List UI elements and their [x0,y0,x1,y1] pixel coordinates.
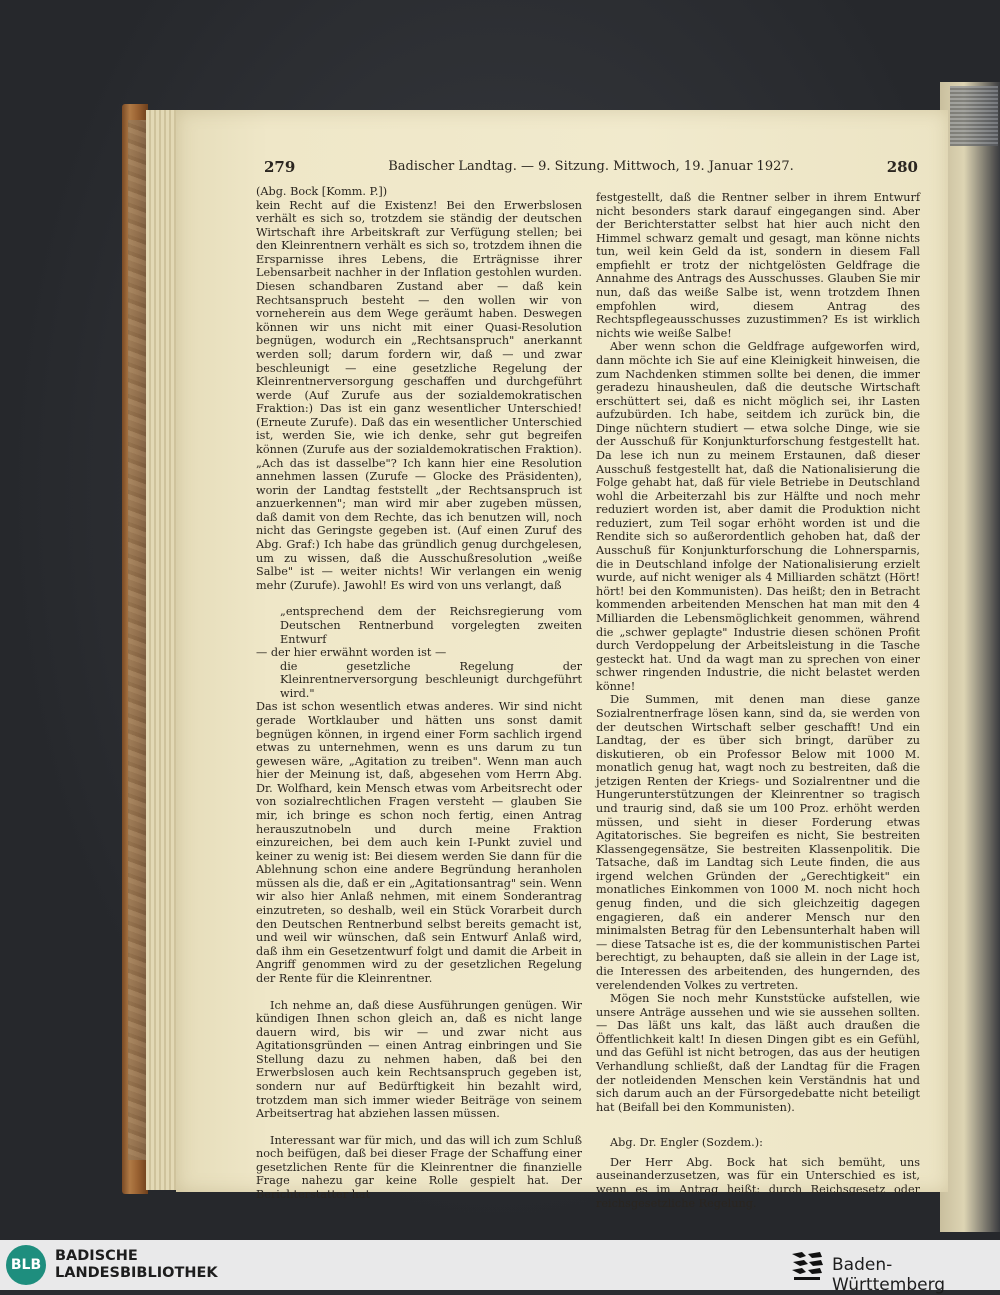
right-text-column [596,191,920,1210]
speaker-continuation: (Abg. Bock [Komm. P.]) [256,185,388,198]
speaker-heading: Abg. Dr. Engler (Sozdem.): [610,1136,763,1150]
quotation: die gesetzliche Regelung der Kleinrentnerversorgung beschleunigt durchgeführt wird." [280,659,582,700]
paragraph: Das ist schon wesentlich etwas anderes. Wir sind nicht gerade Wortklauber und hätten uns sonst damit begnügen können, in irgend einer Form sachlich irgend etwas zu unternehmen, wenn es uns darum zu tun gewesen wäre, „Agitation zu treiben". Wenn man auch hier der Meinung ist, daß, abgesehen vom Herrn Abg. Dr. Wolfhard, kein Mensch etwas vom Arbeitsrecht oder von sozialrechtlichen Fragen versteht — glauben Sie mir, ich bringe es schon noch fertig, einen Antrag herauszutnobeln und durch meine Fraktion einzureichen, bei dem auch kein I-Punkt zuviel und keiner zu wenig ist: Bei diesem werden Sie dann für die Ablehnung schon eine andere Begründung heranholen müssen als die, daß er ein „Agitationsantrag" sein. Wenn wir also hier Anlaß nehmen, mit einem Sonderantrag einzutreten, so deshalb, weil ein Stück Vorarbeit durch den Deutschen Rentnerbund selbst bereits gemacht ist, und weil wir wünschen, daß sein Entwurf Anlaß wird, daß ihm ein Gesetzentwurf folgt und damit die Arbeit in Angriff genommen wird zu der gesetzlichen Regelung der Rente für die Kleinrentner. [256,700,582,985]
left-text-column [256,185,582,1202]
library-name[interactable] [55,1248,218,1282]
blb-logo-badge[interactable]: BLB [6,1245,46,1285]
paragraph: Die Summen, mit denen man diese ganze Sozialrentnerfrage lösen kann, sind da, sie werden von der deutschen Wirtschaft selber geschafft! Und ein Landtag, der es über sich bringt, darüber zu diskutieren, ob ein Professor Below mit 1000 M. monatlich genug hat, wagt noch zu bestreiten, daß die jetzigen Renten der Kriegs- und Sozialrentner und die Hungerunterstützungen der Kleinrentner so tragisch und traurig sind, daß sie um 100 Proz. erhöht werden müssen, und sieht in dieser Forderung etwas Agitatorisches. Sie begreifen es nicht, Sie bestreiten Klassengegensätze, Sie bestreiten Klassenpolitik. Die Tatsache, daß im Landtag sich Leute finden, die aus irgend welchen Gründen der „Gerechtigkeit" ein monatliches Einkommen von 1000 M. noch nicht hoch genug finden, und die sich gleichzeitig dagegen engagieren, daß ein anderer Mensch nur den minimalsten Betrag für den Lebensunterhalt haben will — diese Tatsache ist es, die der kommunistischen Partei berechtigt, zu behaupten, daß sie allein in der Lage ist, die Interessen des arbeitenden, des hungernden, des verelendenden Volkes zu vertreten. [596,693,920,992]
book-spine-texture [950,86,998,146]
paragraph: kein Recht auf die Existenz! Bei den Erwerbslosen verhält es sich so, trotzdem sie ständig der deutschen Wirtschaft ihre Arbeitskraft zur Verfügung stellen; bei den Kleinrentnern verhält es sich so, trotzdem ihnen die Ersparnisse ihres Lebens, die Erträgnisse ihrer Lebensarbeit nachher in der Inflation gestohlen wurden. Diesen schandbaren Zustand aber — daß kein Rechtsanspruch besteht — den wollen wir von vorneherein aus dem Wege geräumt haben. Deswegen können wir uns nicht mit einer Quasi-Resolution begnügen, wodurch ein „Rechtsanspruch" anerkannt werden soll; darum fordern wir, daß — und zwar beschleunigt — eine gesetzliche Regelung der Kleinrentnerversorgung geschaffen und durchgeführt werde (Auf Zurufe aus der sozialdemokratischen Fraktion:) Das ist ein ganz wesentlicher Unterschied! (Erneute Zurufe). Daß das ein wesentlicher Unterschied ist, werden Sie, wie ich denke, sehr gut begreifen können (Zurufe aus der sozialdemokratischen Fraktion). „Ach das ist dasselbe"? Ich kann hier eine Resolution annehmen lassen (Zurufe — Glocke des Präsidenten), worin der Landtag feststellt „der Rechtsanspruch ist anzuerkennen"; man wird mir aber zugeben müssen, daß damit von dem Rechte, das ich benutzen will, noch nicht das Geringste gegeben ist. (Auf einen Zuruf des Abg. Graf:) Ich habe das gründlich genug durchgelesen, um zu wissen, daß die Ausschußresolution „weiße Salbe" ist — weiter nichts! Wir verlangen ein wenig mehr (Zurufe). Jawohl! Es wird von uns verlangt, daß [256,198,582,592]
paragraph: festgestellt, daß die Rentner selber in ihrem Entwurf nicht besonders stark darauf eingegangen sind. Aber der Berichterstatter selbst hat hier auch nicht den Himmel schwarz gemalt und gesagt, man könne nichts tun, weil kein Geld da ist, sondern in diesem Fall empfiehlt er trotz der nichtgelösten Geldfrage die Annahme des Antrags des Ausschusses. Glauben Sie mir nun, daß das weiße Salbe ist, wenn trotzdem Ihnen empfohlen wird, diesem Antrag des Rechtspflegeausschusses zuzustimmen? Es ist wirklich nichts wie weiße Salbe! [596,191,920,340]
paragraph: Ich nehme an, daß diese Ausführungen genügen. Wir kündigen Ihnen schon gleich an, daß es nicht lange dauern wird, bis wir — und zwar nicht aus Agitationsgründen — einen Antrag einbringen und Sie Stellung dazu zu nehmen haben, daß bei den Erwerbslosen auch kein Rechtsanspruch gegeben ist, sondern nur auf Bedürftigkeit hin bezahlt wird, trotzdem man sich immer wieder Beiträge von seinem Arbeitsertrag hat abziehen lassen müssen. [256,998,582,1121]
quotation-aside: — der hier erwähnt worden ist — [256,646,447,660]
quotation: „entsprechend dem der Reichsregierung vom Deutschen Rentnerbund vorgelegten zweiten Entwurf [280,605,582,646]
footer-bar [0,1240,1000,1295]
baden-wuerttemberg-lions-icon [790,1250,824,1282]
paragraph: Der Herr Abg. Bock hat sich bemüht, uns auseinanderzusetzen, was für ein Unterschied es ist, wenn es im Antrag heißt: durch Reichsgesetz oder reichsgesetzliche Regelung. [596,1155,920,1210]
library-name-line1: BADISCHE [55,1248,138,1264]
running-header [264,158,918,180]
book-spine-edge [940,82,1000,1232]
page-number-right: 280 [886,158,918,176]
paragraph: Interessant war für mich, und das will ich zum Schluß noch beifügen, daß bei dieser Frage der Schaffung einer gesetzlichen Rente für die Kleinrentner die finanzielle Frage nahezu gar keine Rolle gespielt hat. Der Berichterstatter hat [256,1133,582,1202]
paragraph: Aber wenn schon die Geldfrage aufgeworfen wird, dann möchte ich Sie auf eine Kleinigkeit hinweisen, die zum Nachdenken stimmen sollte bei denen, die immer geradezu hinausheulen, daß die deutsche Wirtschaft erschüttert sei, daß es nicht möglich sei, ihr Lasten aufzubürden. Ich habe, seitdem ich zurück bin, die Dinge nüchtern studiert — etwa solche Dinge, wie sie der Ausschuß für Konjunkturforschung festgestellt hat. Da lese ich nun zu meinem Erstaunen, daß dieser Ausschuß festgestellt hat, daß die Nationalisierung die Folge gehabt hat, daß für viele Betriebe in Deutschland wohl die Arbeiterzahl bis zur Hälfte und noch mehr reduziert worden ist, aber damit die Produktion nicht reduziert, zum Teil sogar erhöht worden ist und die Rendite sich so außerordentlich gehoben hat, daß der Ausschuß für Konjunkturforschung die Lohnersparnis, die in Deutschland infolge der Nationalisierung erzielt wurde, auf nicht weniger als 4 Milliarden schätzt (Hört! hört! bei den Kommunisten). Das heißt; den in Betracht kommenden arbeitenden Menschen hat man mit den 4 Milliarden die Lebensmöglichkeit genommen, während die „schwer geplagte" Industrie diesen schönen Profit durch Verdoppelung der Arbeitsleistung in die Tasche gesteckt hat. Und da wagt man zu sprechen von einer schwer ringenden Industrie, die nicht belastet werden könne! [596,340,920,693]
library-name-line2: LANDESBIBLIOTHEK [55,1265,218,1281]
paragraph: Mögen Sie noch mehr Kunststücke aufstellen, wie unsere Anträge aussehen und wie sie aussehen sollten. — Das läßt uns kalt, das läßt auch draußen die Öffentlichkeit kalt! In diesen Dingen gibt es ein Gefühl, und das Gefühl ist nicht betrogen, das aus der heutigen Verhandlung schließt, daß der Landtag für die Fragen der notleidenden Menschen kein Verständnis hat und sich darum auch an der Fürsorgedebatte nicht beteiligt hat (Beifall bei den Kommunisten). [596,992,920,1114]
state-name[interactable]: Baden-Württemberg [832,1255,946,1295]
running-title: Badischer Landtag. — 9. Sitzung. Mittwoch, 19. Januar 1927. [388,159,794,174]
page-number-left: 279 [264,158,296,176]
binding-marbled-paper [128,120,146,1160]
